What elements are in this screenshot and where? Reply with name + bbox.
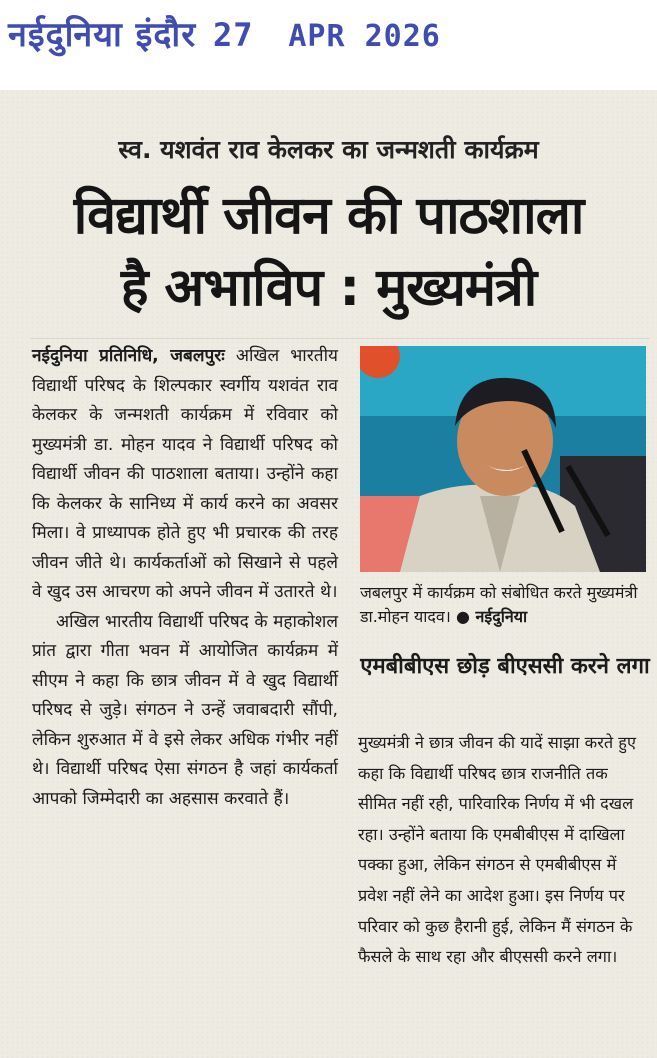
byline: नईदुनिया प्रतिनिधि, जबलपुरः <box>32 346 225 366</box>
article-kicker: स्व. यशवंत राव केलकर का जन्मशती कार्यक्रम <box>118 135 539 164</box>
stamp-month-year: APR 2026 <box>288 19 441 54</box>
date-stamp <box>8 10 441 56</box>
divider <box>30 338 650 339</box>
speaker-photo-illustration <box>360 346 646 572</box>
article-body-left <box>32 342 338 814</box>
stamp-publication: नईदुनिया इंदौर <box>8 15 197 55</box>
paragraph-1 <box>32 342 338 608</box>
paragraph-1-text: अखिल भारतीय विद्यार्थी परिषद के शिल्पकार स्वर्गीय यशवंत राव केलकर के जन्मशती कार्यक्रम में रविवार को मुख्यमंत्री डा. मोहन यादव ने विद्यार्थी परिषद को विद्यार्थी जीवन की पाठशाला बताया। उन्होंने कहा कि केलकर के सानिध्य में कार्य करने का अवसर मिला। वे प्राध्यापक होते हुए भी प्रचारक की तरह जीवन जीते थे। कार्यकर्ताओं को सिखाने से पहले वे खुद उस आचरण को अपने जीवन में उतारते थे। <box>32 346 338 602</box>
photo-caption <box>360 581 650 629</box>
headline-line-1: विद्यार्थी जीवन की पाठशाला <box>73 186 584 246</box>
speaker-photo <box>360 346 646 572</box>
headline-line-2: है अभाविप : मुख्यमंत्री <box>120 258 537 318</box>
stamp-day: 27 <box>212 16 254 54</box>
paragraph-2: अखिल भारतीय विद्यार्थी परिषद के महाकोशल प्रांत द्वारा गीता भवन में आयोजित कार्यक्रम में सीएम ने कहा कि छात्र जीवन में वे खुद विद्यार्थी परिषद से जुड़े। संगठन ने उन्हें जवाबदारी सौंपी, लेकिन शुरुआत में वे इसे लेकर अधिक गंभीर नहीं थे। विद्यार्थी परिषद ऐसा संगठन है जहां कार्यकर्ता आपको जिम्मेदारी का अहसास करवाते हैं। <box>32 611 338 809</box>
photo-caption-text: जबलपुर में कार्यक्रम को संबोधित करते मुख्यमंत्री डा.मोहन यादव। <box>360 583 638 626</box>
article-body-right <box>358 728 646 973</box>
photo-credit: ● नईदुनिया <box>455 607 528 626</box>
subheading: एमबीबीएस छोड़ बीएससी करने लगा <box>360 654 650 679</box>
paragraph-3: मुख्यमंत्री ने छात्र जीवन की यादें साझा करते हुए कहा कि विद्यार्थी परिषद छात्र राजनीति तक सीमित नहीं रही, पारिवारिक निर्णय में भी दखल रहा। उन्होंने बताया कि एमबीबीएस में दाखिला पक्का हुआ, लेकिन संगठन से एमबीबीएस में प्रवेश नहीं लेने का आदेश हुआ। इस निर्णय पर परिवार को कुछ हैरानी हुई, लेकिन मैं संगठन के फैसले के साथ रहा और बीएससी करने लगा। <box>358 733 636 967</box>
